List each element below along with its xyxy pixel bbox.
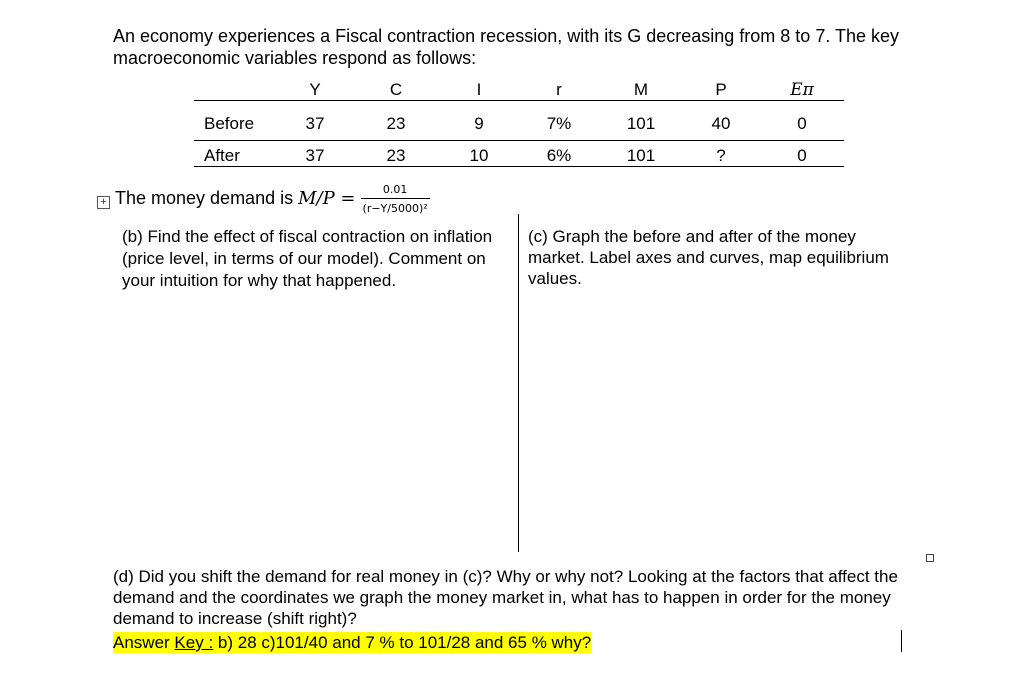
col-header-i: I: [476, 80, 482, 99]
col-header-c: C: [389, 80, 403, 99]
cell-after-p: ?: [716, 146, 726, 165]
money-demand-equation: [115, 183, 430, 215]
table-header-row: [194, 80, 844, 104]
table-row-after: [194, 146, 844, 170]
cell-before-c: 23: [386, 114, 406, 133]
cell-before-m: 101: [626, 114, 656, 133]
answer-key-link[interactable]: Key :: [174, 633, 214, 652]
fraction-denominator: (r−Y/5000)²: [361, 198, 430, 215]
col-header-m: M: [633, 80, 649, 99]
cell-after-c: 23: [386, 146, 406, 165]
money-demand-fraction: [361, 183, 430, 215]
cell-after-r: 6%: [546, 146, 572, 165]
question-b: (b) Find the effect of fiscal contraction on inflation (price level, in terms of our model). Comment on your intuition for why that happened.: [122, 227, 493, 290]
column-divider: [518, 214, 519, 552]
money-demand-lhs: M/P =: [298, 187, 356, 209]
answer-text: b) 28 c)101/40 and 7 % to 101/28 and 65 % why?: [213, 633, 592, 652]
col-header-r: r: [556, 80, 562, 99]
cell-after-m: 101: [626, 146, 656, 165]
cell-before-p: 40: [711, 114, 731, 133]
col-header-y: Y: [309, 80, 321, 99]
table-mid-rule: [194, 140, 844, 141]
cell-after-y: 37: [305, 146, 325, 165]
row-label-before: Before: [204, 114, 255, 133]
cell-after-expected-inflation: 0: [797, 146, 807, 165]
cell-before-y: 37: [305, 114, 325, 133]
cell-before-r: 7%: [546, 114, 572, 133]
cell-before-i: 9: [474, 114, 484, 133]
fraction-numerator: 0.01: [382, 183, 408, 196]
cell-after-i: 10: [469, 146, 489, 165]
answer-key-line: [113, 632, 591, 653]
answer-prefix: Answer: [113, 633, 175, 652]
question-d: (d) Did you shift the demand for real money in (c)? Why or why not? Looking at the factors that affect the demand and the coordinates we graph the money market in, what has to happen in order for the money demand to increase (shift right)?: [113, 567, 898, 628]
table-row-before: [194, 114, 844, 138]
table-move-handle-icon[interactable]: +: [97, 196, 110, 209]
cell-before-expected-inflation: 0: [797, 114, 807, 133]
problem-intro: An economy experiences a Fiscal contraction recession, with its G decreasing from 8 to 7. The key macroeconomic variables respond as follows:: [113, 26, 900, 68]
row-label-after: After: [204, 146, 240, 165]
resize-handle-icon[interactable]: [926, 554, 934, 562]
money-demand-lead: The money demand is: [115, 187, 299, 208]
col-header-p: P: [715, 80, 727, 99]
question-c: (c) Graph the before and after of the money market. Label axes and curves, map equilibrium values.: [528, 227, 889, 288]
text-cursor: [901, 630, 902, 652]
col-header-expected-inflation: Eπ: [790, 80, 814, 100]
